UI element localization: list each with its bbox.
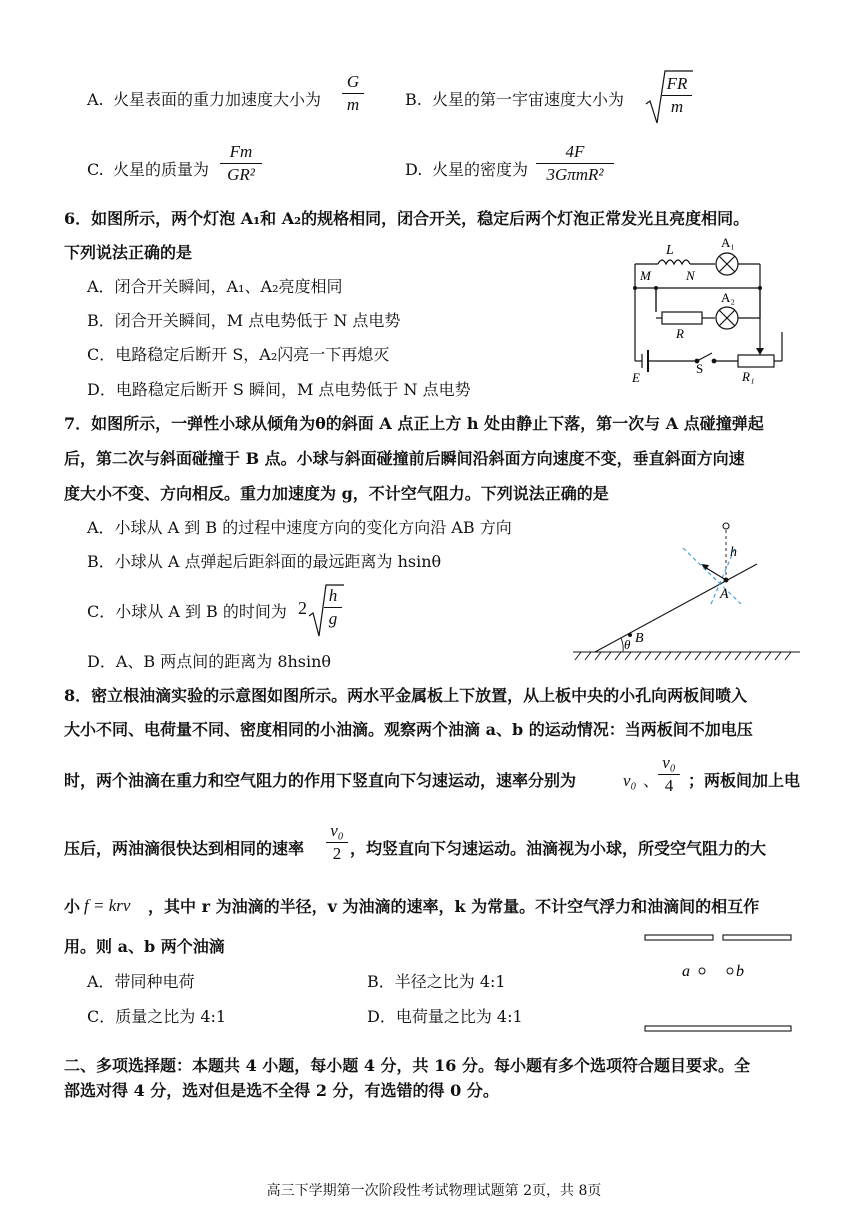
q5-d-numerator: 4F xyxy=(565,142,585,161)
q8-stem-line4-text-a: 压后，两油滴很快达到相同的速率 xyxy=(64,839,305,858)
q5-a-numerator: G xyxy=(346,72,360,91)
q8-fig-label-b: b xyxy=(736,963,744,980)
q8-line4-denominator: 2 xyxy=(332,844,342,863)
q5-option-d-text: 火星的密度为 xyxy=(432,160,529,179)
q8-upper-plate-left xyxy=(645,935,713,940)
q8-millikan-diagram xyxy=(640,928,810,1036)
q7-option-b: B．小球从 A 点弹起后距斜面的最远距离为 hsinθ xyxy=(87,552,442,571)
q8-droplet-a xyxy=(699,968,705,974)
q8-option-c: C．质量之比为 4:1 xyxy=(87,1007,227,1026)
footer-page-info: 高三下学期第一次阶段性考试物理试题第 2页，共 8页 xyxy=(266,1183,602,1199)
q8-stem-line2: 大小不同、电荷量不同、密度相同的小油滴。观察两个油滴 a、b 的运动情况：当两板间不加电压 xyxy=(64,720,753,739)
q5-option-c-label: C. xyxy=(87,160,104,179)
q5-d-denominator: 3GπmR² xyxy=(546,165,604,184)
q8-stem-line4-text-b: ，均竖直向下匀速运动。油滴视为小球，所受空气阻力的大 xyxy=(350,839,767,858)
q5-option-b-text: 火星的第一宇宙速度大小为 xyxy=(432,90,625,109)
q8-droplet-b xyxy=(727,968,733,974)
q8-stem-line3-separator: 、 xyxy=(643,771,660,790)
q7-fig-label-h: h xyxy=(730,545,737,560)
q8-fig-label-a: a xyxy=(682,963,690,980)
q7-fig-label-theta: θ xyxy=(624,637,631,652)
q5-option-a-fraction xyxy=(342,72,364,115)
q5-option-d-label: D. xyxy=(405,160,423,179)
q7-option-d: D．A、B 两点间的距离为 8hsinθ xyxy=(87,652,332,671)
q6-fig-label-n: N xyxy=(686,268,695,283)
q5-c-numerator: Fm xyxy=(229,142,253,161)
q7-c-denominator: g xyxy=(328,609,338,628)
q6-option-d: D．电路稳定后断开 S 瞬间，M 点电势低于 N 点电势 xyxy=(87,380,471,399)
section2-line1: 二、多项选择题：本题共 4 小题，每小题 4 分，共 16 分。每小题有多个选项符合题目要求。全 xyxy=(64,1056,750,1075)
q8-stem-line3-text-b: ；两板间加上电 xyxy=(688,771,801,790)
q7-stem-line2: 后，第二次与斜面碰撞于 B 点。小球与斜面碰撞前后瞬间沿斜面方向速度不变，垂直斜面方向速 xyxy=(64,449,745,468)
q8-option-a: A．带同种电荷 xyxy=(87,972,195,991)
q6-fig-label-s: S xyxy=(696,361,704,376)
q6-fig-label-r1: R₁ xyxy=(742,369,755,384)
q6-option-b: B．闭合开关瞬间，M 点电势低于 N 点电势 xyxy=(87,311,401,330)
q7-option-c-text: C．小球从 A 到 B 的时间为 xyxy=(87,602,287,621)
q6-circuit-diagram xyxy=(600,232,800,392)
q6-fig-label-a2: A₂ xyxy=(721,290,735,305)
q8-stem-line3-fraction xyxy=(658,753,680,796)
q7-c-numerator: h xyxy=(328,586,338,605)
q7-option-c-coefficient: 2 xyxy=(298,598,307,618)
q6-option-a: A．闭合开关瞬间，A₁、A₂亮度相同 xyxy=(87,277,343,296)
q5-option-c-text: 火星的质量为 xyxy=(113,160,210,179)
q7-fig-label-a: A xyxy=(720,587,729,602)
q8-stem-line3-v0: v₀ xyxy=(623,771,637,790)
q8-stem-line4-fraction xyxy=(326,821,348,864)
q6-fig-label-r: R xyxy=(676,326,684,341)
q8-stem-line1: 8．密立根油滴实验的示意图如图所示。两水平金属板上下放置，从上板中央的小孔向两板间喷入 xyxy=(64,686,748,705)
q5-option-d-fraction xyxy=(536,142,614,185)
q5-option-a-text: 火星表面的重力加速度大小为 xyxy=(113,90,322,109)
q6-fig-label-l: L xyxy=(666,243,674,258)
q8-stem-line5-text-b: ，其中 r 为油滴的半径，v 为油滴的速率，k 为常量。不计空气浮力和油滴间的相互作 xyxy=(148,897,760,916)
q8-upper-plate-right xyxy=(723,935,791,940)
q7-incline-diagram xyxy=(565,518,805,663)
q5-option-c-fraction xyxy=(220,142,262,185)
q8-stem-line5-formula: f = krv xyxy=(84,896,131,915)
q8-option-d: D．电荷量之比为 4:1 xyxy=(367,1007,523,1026)
q8-line3-denominator: 4 xyxy=(664,776,674,795)
page-footer xyxy=(0,1180,868,1200)
q6-fig-label-m: M xyxy=(640,268,651,283)
q7-option-c-fraction xyxy=(324,586,342,629)
q8-option-b: B．半径之比为 4:1 xyxy=(367,972,506,991)
q7-fig-label-b: B xyxy=(635,631,644,646)
q6-option-c: C．电路稳定后断开 S，A₂闪亮一下再熄灭 xyxy=(87,345,390,364)
q5-b-denominator: m xyxy=(670,97,684,116)
q5-c-denominator: GR² xyxy=(227,165,255,184)
q6-stem-line1: 6．如图所示，两个灯泡 A₁和 A₂的规格相同，闭合开关，稳定后两个灯泡正常发光且亮度相同。 xyxy=(64,209,750,228)
q6-fig-label-e: E xyxy=(632,370,640,385)
q7-stem-line3: 度大小不变、方向相反。重力加速度为 g，不计空气阻力。下列说法正确的是 xyxy=(64,484,609,503)
q8-lower-plate xyxy=(645,1026,791,1031)
q5-option-b-label: B. xyxy=(405,90,422,109)
q7-option-a: A．小球从 A 到 B 的过程中速度方向的变化方向沿 AB 方向 xyxy=(87,518,512,537)
q7-stem-line1: 7．如图所示，一弹性小球从倾角为θ的斜面 A 点正上方 h 处由静止下落，第一次与 A 点碰撞弹起 xyxy=(64,414,764,433)
q5-option-a-label: A. xyxy=(87,90,104,109)
q8-line4-numerator: v₀ xyxy=(330,821,344,840)
q5-a-denominator: m xyxy=(346,95,360,114)
q8-stem-line5-text-a: 小 xyxy=(64,897,81,916)
q6-stem-line2: 下列说法正确的是 xyxy=(64,243,193,262)
q5-option-b-fraction xyxy=(662,74,692,117)
q8-line3-numerator: v₀ xyxy=(662,753,676,772)
q6-fig-label-a1: A₁ xyxy=(721,235,735,250)
q5-b-numerator: FR xyxy=(666,74,688,93)
q8-stem-line3-text-a: 时，两个油滴在重力和空气阻力的作用下竖直向下匀速运动，速率分别为 xyxy=(64,771,577,790)
section2-line2: 部选对得 4 分，选对但是选不全得 2 分，有选错的得 0 分。 xyxy=(64,1081,499,1100)
q8-stem-line6: 用。则 a、b 两个油滴 xyxy=(64,937,225,956)
